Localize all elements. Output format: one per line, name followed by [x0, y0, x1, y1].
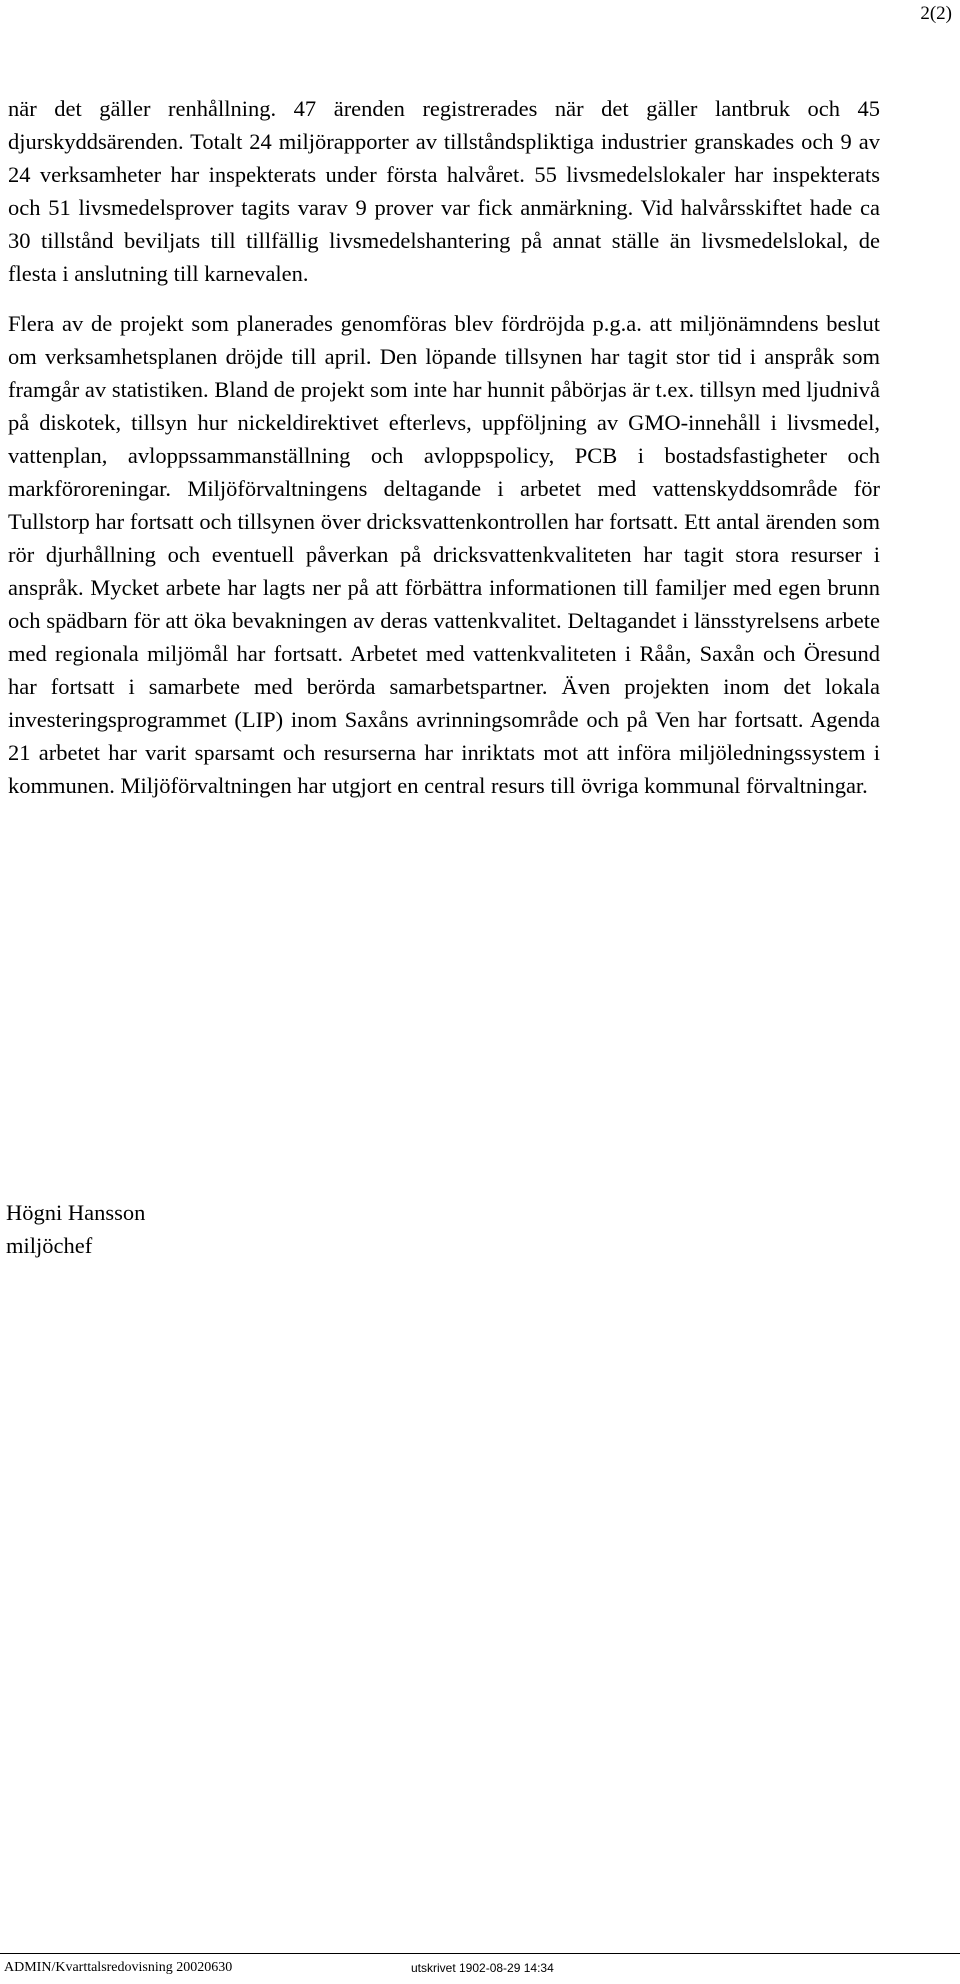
footer-print-date: utskrivet 1902-08-29 14:34 — [411, 1961, 554, 1975]
paragraph-1: när det gäller renhållning. 47 ärenden registrerades när det gäller lantbruk och 45 djurskyddsärenden. Totalt 24 miljörapporter av tillståndspliktiga industrier granskades och 9 av 24 verksamheter har inspekterats under första halvåret. 55 livsmedelslokaler har inspekterats och 51 livsmedelsprover tagits varav 9 prover var fick anmärkning. Vid halvårsskiftet hade ca 30 tillstånd beviljats till tillfällig livsmedelshantering på annat ställe än livsmedelslokal, de flesta i anslutning till karnevalen. — [8, 96, 880, 286]
footer-file-path: ADMIN/Kvarttalsredovisning 20020630 — [4, 1960, 233, 1975]
page-number: 2(2) — [920, 3, 952, 24]
signature-block — [6, 1196, 145, 1262]
signature-title: miljöchef — [6, 1233, 93, 1258]
signature-name: Högni Hansson — [6, 1200, 146, 1225]
body-text — [8, 92, 880, 802]
footer-divider — [0, 1953, 960, 1954]
paragraph-2: Flera av de projekt som planerades genomföras blev fördröjda p.g.a. att miljönämndens beslut om verksamhetsplanen dröjde till april. Den löpande tillsynen har tagit stor tid i anspråk som framgår av statistiken. Bland de projekt som inte har hunnit påbörjas är t.ex. tillsyn med ljudnivå på diskotek, tillsyn hur nickeldirektivet efterlevs, uppföljning av GMO-innehåll i livsmedel, vattenplan, avloppssammanställning och avloppspolicy, PCB i bostadsfastigheter och markföroreningar. Miljöförvaltningens deltagande i arbetet med vattenskyddsområde för Tullstorp har fortsatt och tillsynen över dricksvattenkontrollen har fortsatt. Ett antal ärenden som rör djurhållning och eventuell påverkan på dricksvattenkvaliteten har tagit stora resurser i anspråk. Mycket arbete har lagts ner på att förbättra informationen till familjer med egen brunn och spädbarn för att öka bevakningen av deras vattenkvalitet. Deltagandet i länsstyrelsens arbete med regionala miljömål har fortsatt. Arbetet med vattenkvaliteten i Råån, Saxån och Öresund har fortsatt i samarbete med berörda samarbetspartner. Även projekten inom det lokala investeringsprogrammet (LIP) inom Saxåns avrinningsområde och på Ven har fortsatt. Agenda 21 arbetet har varit sparsamt och resurserna har inriktats mot att införa miljöledningssystem i kommunen. Miljöförvaltningen har utgjort en central resurs till övriga kommunal förvaltningar. — [8, 311, 880, 798]
